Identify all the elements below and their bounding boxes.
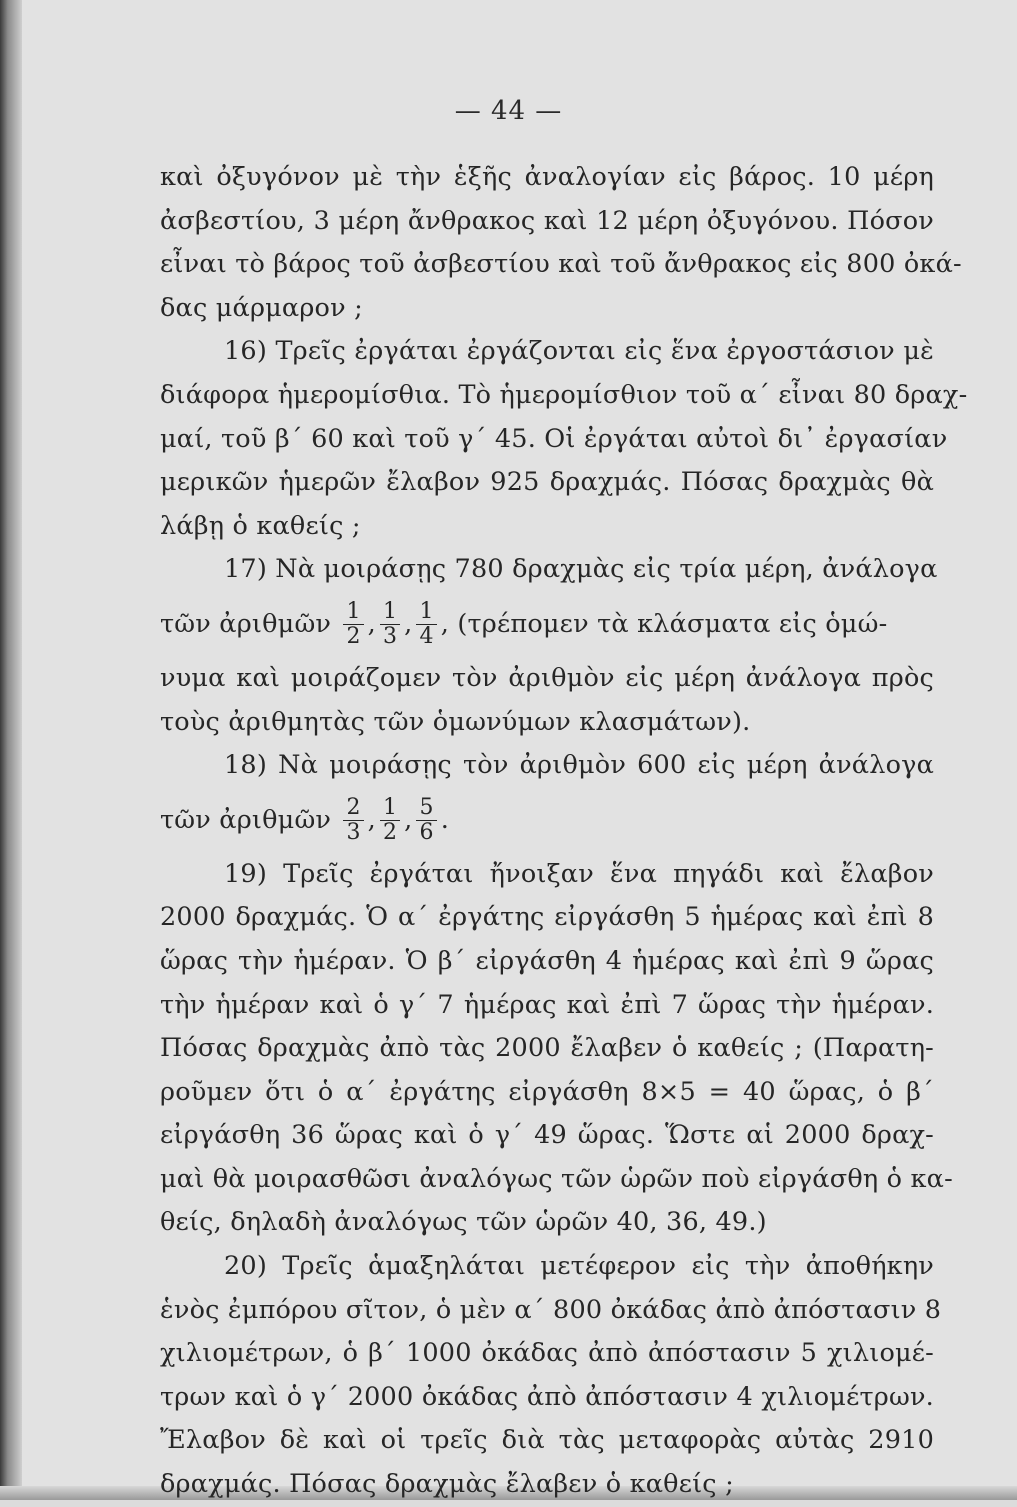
page-number: — 44 — <box>454 96 563 126</box>
fraction <box>343 796 363 845</box>
fraction-numerator: 1 <box>380 600 400 625</box>
book-binding-edge <box>0 0 22 1500</box>
problem-18-fraction-line <box>160 788 934 853</box>
fraction-denominator: 3 <box>382 624 398 650</box>
problem-20-line: δραχμάς. Πόσας δραχμὰς ἔλαβεν ὁ καθείς ; <box>160 1469 734 1500</box>
problem-17-trail-text: (τρέπομεν τὰ κλάσματα εἰς ὁμώ- <box>457 608 888 639</box>
problem-18-line: 18) Νὰ μοιράσῃς τὸν ἀριθμὸν 600 εἰς μέρη ἀνάλογα <box>224 750 934 781</box>
page-body <box>160 156 968 1507</box>
problem-19-line: Πόσας δραχμὰς ἀπὸ τὰς 2000 ἔλαβεν ὁ καθείς ; (Παρατη- <box>160 1033 934 1064</box>
problem-17-fraction-line <box>160 592 934 657</box>
problem-19-line: ροῦμεν ὅτι ὁ α΄ ἐργάτης εἰργάσθη 8×5 = 40 ὥρας, ὁ β΄ <box>160 1076 934 1107</box>
text-line: καὶ ὀξυγόνον μὲ τὴν ἑξῆς ἀναλογίαν εἰς βάρος. 10 μέρη <box>160 162 934 192</box>
fraction-separator: , <box>367 608 376 639</box>
problem-19-line: ὥρας τὴν ἡμέραν. Ὁ β΄ εἰργάσθη 4 ἡμέρας καὶ ἐπὶ 9 ὥρας <box>160 945 934 976</box>
fraction-separator: . <box>440 804 449 835</box>
problem-19-line: 2000 δραχμάς. Ὁ α΄ ἐργάτης εἰργάσθη 5 ἡμέρας καὶ ἐπὶ 8 <box>160 902 934 933</box>
fraction-denominator: 3 <box>346 820 361 846</box>
fraction-group <box>339 795 449 846</box>
fraction-separator: , <box>404 804 413 835</box>
text-line: δας μάρμαρον ; <box>160 292 363 323</box>
fraction <box>343 600 363 649</box>
problem-19-line: θείς, δηλαδὴ ἀναλόγως τῶν ὡρῶν 40, 36, 49.) <box>160 1207 767 1238</box>
fraction-denominator: 6 <box>419 820 434 846</box>
fraction <box>416 600 436 649</box>
problem-20-line: ἑνὸς ἐμπόρου σῖτον, ὁ μὲν α΄ 800 ὀκάδας ἀπὸ ἀπόστασιν 8 <box>160 1294 942 1325</box>
fraction-denominator: 4 <box>419 624 434 650</box>
fraction <box>380 796 400 845</box>
fraction-denominator: 2 <box>382 820 398 846</box>
fraction-numerator: 1 <box>416 600 436 625</box>
problem-16-line: μαί, τοῦ β΄ 60 καὶ τοῦ γ΄ 45. Οἱ ἐργάται αὐτοὶ δι᾽ ἐργασίαν <box>160 423 948 454</box>
problem-19-line: εἰργάσθη 36 ὥρας καὶ ὁ γ΄ 49 ὥρας. Ὥστε αἱ 2000 δραχ- <box>160 1120 934 1151</box>
problem-18-lead-text: τῶν ἀριθμῶν <box>160 804 332 835</box>
problem-19-line: 19) Τρεῖς ἐργάται ἤνοιξαν ἕνα πηγάδι καὶ ἔλαβον <box>224 858 934 889</box>
problem-20-line: Ἔλαβον δὲ καὶ οἱ τρεῖς διὰ τὰς μεταφορὰς αὐτὰς 2910 <box>160 1425 934 1456</box>
problem-16-line: 16) Τρεῖς ἐργάται ἐργάζονται εἰς ἕνα ἐργοστάσιον μὲ <box>224 336 934 367</box>
text-line: εἶναι τὸ βάρος τοῦ ἀσβεστίου καὶ τοῦ ἄνθρακος εἰς 800 ὀκά- <box>160 249 962 280</box>
fraction-separator: , <box>440 608 449 639</box>
problem-20-line: χιλιομέτρων, ὁ β΄ 1000 ὀκάδας ἀπὸ ἀπόστασιν 5 χιλιομέ- <box>160 1338 934 1369</box>
problem-17-lead-text: τῶν ἀριθμῶν <box>160 608 332 639</box>
problem-20-line: τρων καὶ ὁ γ΄ 2000 ὀκάδας ἀπὸ ἀπόστασιν 4 χιλιομέτρων. <box>160 1381 934 1412</box>
fraction <box>380 600 400 649</box>
problem-16-line: λάβῃ ὁ καθείς ; <box>160 510 361 541</box>
fraction <box>416 796 436 845</box>
problem-16-line: μερικῶν ἡμερῶν ἔλαβον 925 δραχμάς. Πόσας δραχμὰς θὰ <box>160 467 934 498</box>
text-line: ἀσβεστίου, 3 μέρη ἄνθρακος καὶ 12 μέρη ὀξυγόνου. Πόσον <box>160 205 934 236</box>
fraction-denominator: 2 <box>346 624 361 650</box>
fraction-group <box>339 599 449 650</box>
problem-20-line: 20) Τρεῖς ἁμαξηλάται μετέφερον εἰς τὴν ἀποθήκην <box>224 1251 934 1282</box>
problem-17-line: τοὺς ἀριθμητὰς τῶν ὁμωνύμων κλασμάτων). <box>160 706 751 737</box>
problem-19-line: τὴν ἡμέραν καὶ ὁ γ΄ 7 ἡμέρας καὶ ἐπὶ 7 ὥρας τὴν ἡμέραν. <box>160 989 934 1020</box>
fraction-numerator: 2 <box>343 796 363 821</box>
fraction-separator: , <box>367 804 376 835</box>
fraction-numerator: 1 <box>380 796 400 821</box>
fraction-separator: , <box>404 608 413 639</box>
fraction-numerator: 5 <box>416 796 436 821</box>
problem-17-line: 17) Νὰ μοιράσῃς 780 δραχμὰς εἰς τρία μέρη, ἀνάλογα <box>224 554 938 585</box>
fraction-numerator: 1 <box>343 600 363 625</box>
problem-17-line: νυμα καὶ μοιράζομεν τὸν ἀριθμὸν εἰς μέρη ἀνάλογα πρὸς <box>160 662 934 693</box>
problem-19-line: μαὶ θὰ μοιρασθῶσι ἀναλόγως τῶν ὡρῶν ποὺ εἰργάσθη ὁ κα- <box>160 1163 953 1194</box>
problem-16-line: διάφορα ἡμερομίσθια. Τὸ ἡμερομίσθιον τοῦ α΄ εἶναι 80 δραχ- <box>160 379 968 410</box>
